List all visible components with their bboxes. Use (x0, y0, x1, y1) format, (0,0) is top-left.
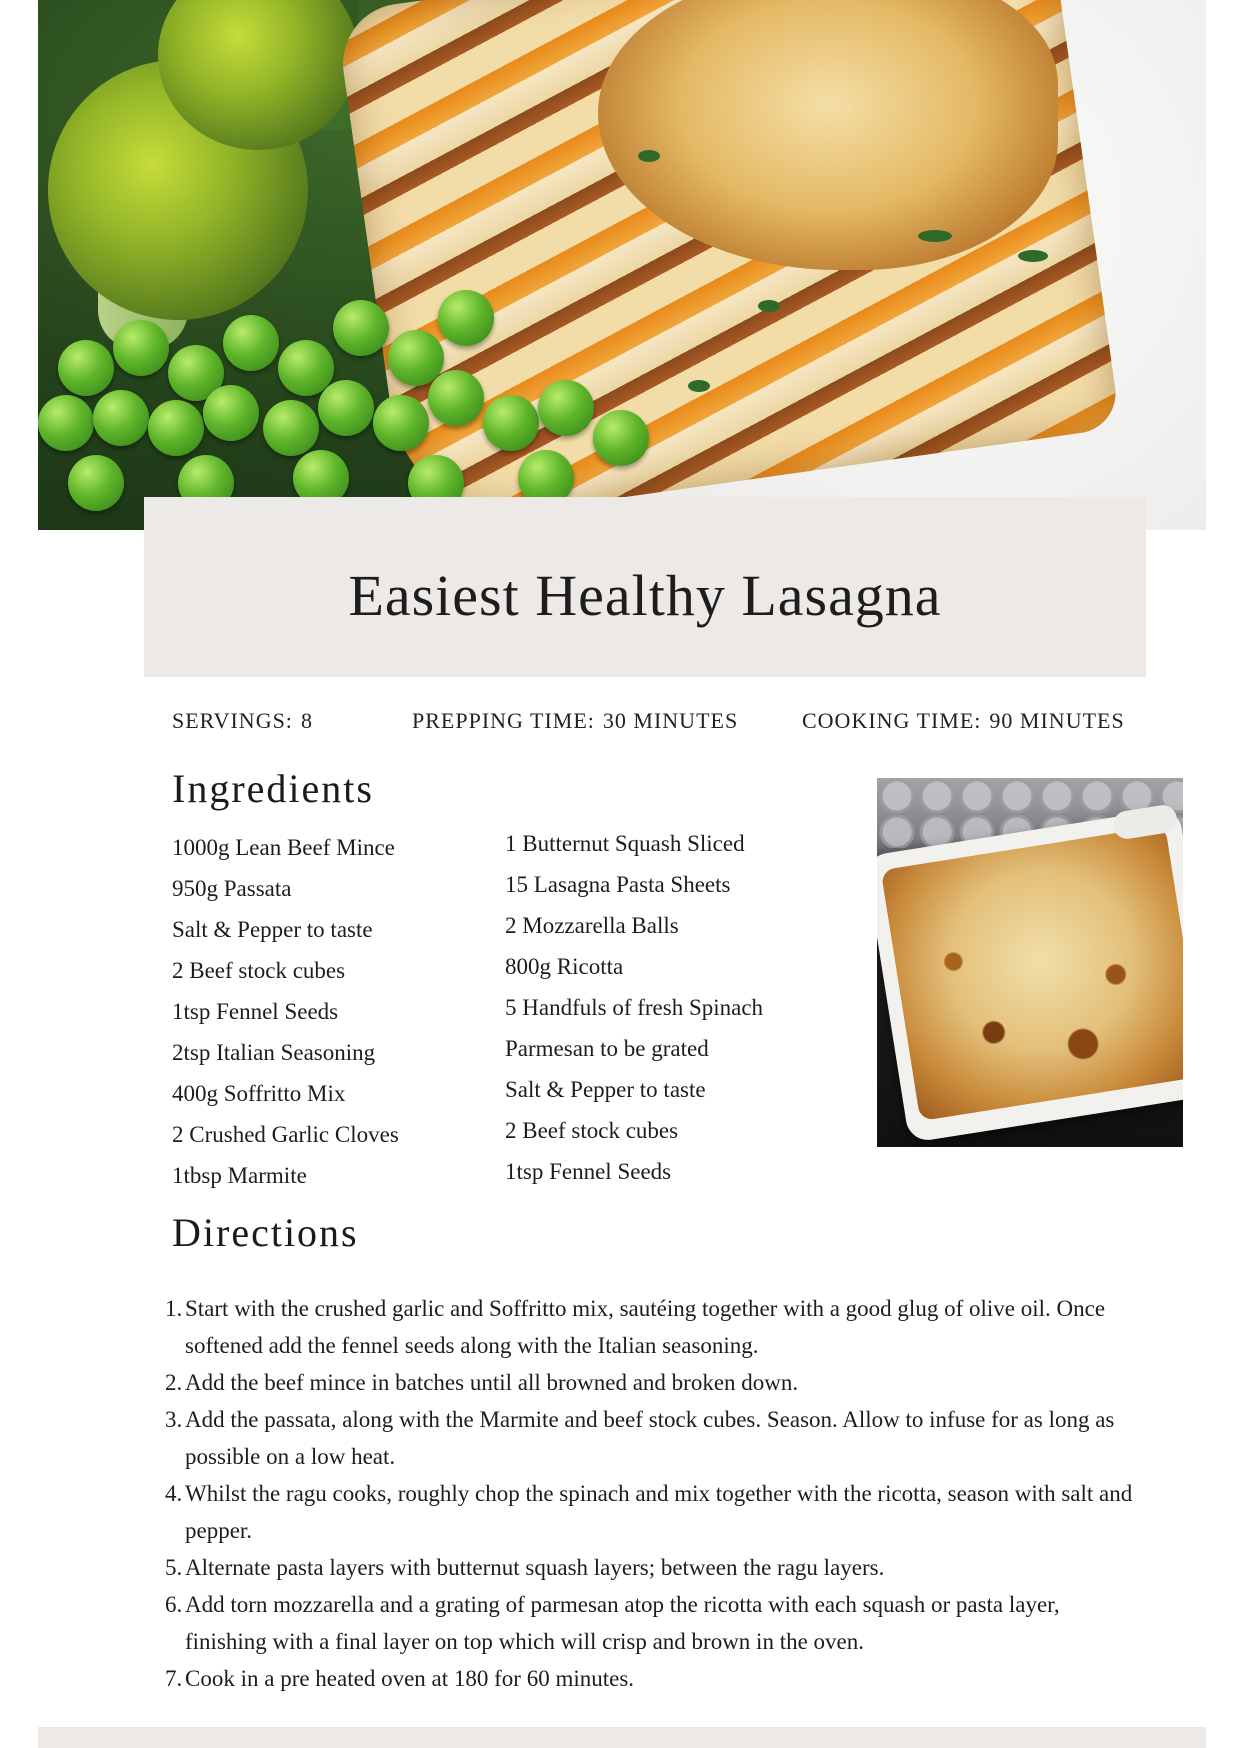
ingredients-heading: Ingredients (172, 766, 374, 811)
prep-time-value: 30 MINUTES (602, 708, 739, 733)
pea (68, 455, 124, 511)
ingredient-item: 2 Crushed Garlic Cloves (172, 1122, 399, 1147)
step-text: Add the passata, along with the Marmite and beef stock cubes. Season. Allow to infuse for as long as possible on a low heat. (185, 1407, 1115, 1469)
cook-time-info (802, 708, 1125, 734)
spinach-fleck (688, 380, 710, 392)
ingredient-item: Salt & Pepper to taste (505, 1077, 706, 1102)
cook-time-value: 90 MINUTES (989, 708, 1125, 733)
title-banner (144, 497, 1146, 677)
pea (223, 315, 279, 371)
ingredient-item: 950g Passata (172, 876, 292, 901)
step-text: Add torn mozzarella and a grating of parmesan atop the ricotta with each squash or pasta layer, finishing with a final layer on top which will crisp and brown in the oven. (185, 1592, 1060, 1654)
step-text: Add the beef mince in batches until all browned and broken down. (185, 1370, 799, 1395)
servings-value: 8 (300, 708, 313, 733)
pea (483, 395, 539, 451)
ingredient-item: 1 Butternut Squash Sliced (505, 831, 745, 856)
pea (333, 300, 389, 356)
ingredients-list-left (172, 827, 399, 1196)
prep-time-info (412, 708, 738, 734)
servings-label: SERVINGS: (172, 708, 293, 733)
direction-step (165, 1586, 1145, 1660)
ingredient-item: Salt & Pepper to taste (172, 917, 373, 942)
step-number: 7. (165, 1666, 183, 1691)
ingredient-item: 2 Mozzarella Balls (505, 913, 679, 938)
pea (318, 380, 374, 436)
pea (428, 370, 484, 426)
direction-step (165, 1549, 1145, 1586)
baked-lasagna-dish-photo (877, 778, 1183, 1147)
baking-dish (877, 807, 1183, 1143)
step-number: 2. (165, 1370, 183, 1395)
prep-time-label: PREPPING TIME: (412, 708, 595, 733)
step-text: Start with the crushed garlic and Soffritto mix, sautéing together with a good glug of olive oil. Once softened add the fennel seeds along with the Italian seasoning. (185, 1296, 1106, 1358)
ingredient-item: Parmesan to be grated (505, 1036, 709, 1061)
direction-step (165, 1290, 1145, 1364)
pea (203, 385, 259, 441)
direction-step (165, 1660, 1145, 1697)
spinach-fleck (1018, 250, 1048, 262)
ingredient-item: 1tsp Fennel Seeds (505, 1159, 672, 1184)
ingredient-item: 5 Handfuls of fresh Spinach (505, 995, 764, 1020)
step-number: 4. (165, 1481, 183, 1506)
ingredients-list-right (505, 823, 763, 1192)
pea (538, 380, 594, 436)
ingredient-item: 800g Ricotta (505, 954, 624, 979)
hero-photo-lasagna-with-peas-and-broccoli (38, 0, 1206, 530)
pea (58, 340, 114, 396)
ingredient-item: 2tsp Italian Seasoning (172, 1040, 376, 1065)
recipe-title: Easiest Healthy Lasagna (348, 562, 942, 628)
step-number: 3. (165, 1407, 183, 1432)
step-number: 1. (165, 1296, 183, 1321)
footer-bar (38, 1727, 1206, 1748)
pea (263, 400, 319, 456)
direction-step (165, 1401, 1145, 1475)
spinach-fleck (918, 230, 952, 242)
step-text: Cook in a pre heated oven at 180 for 60 minutes. (185, 1666, 635, 1691)
servings-info (172, 708, 313, 734)
step-number: 6. (165, 1592, 183, 1617)
pea (93, 390, 149, 446)
ingredient-item: 15 Lasagna Pasta Sheets (505, 872, 731, 897)
spinach-fleck (638, 150, 660, 162)
ingredient-item: 400g Soffritto Mix (172, 1081, 346, 1106)
pea (438, 290, 494, 346)
spinach-fleck (758, 300, 780, 312)
pea (148, 400, 204, 456)
direction-step (165, 1475, 1145, 1549)
step-text: Whilst the ragu cooks, roughly chop the spinach and mix together with the ricotta, season with salt and pepper. (185, 1481, 1133, 1543)
pea (113, 320, 169, 376)
ingredient-item: 1000g Lean Beef Mince (172, 835, 395, 860)
cook-time-label: COOKING TIME: (802, 708, 982, 733)
ingredient-item: 2 Beef stock cubes (505, 1118, 679, 1143)
baked-lasagna (881, 825, 1183, 1121)
ingredient-item: 1tbsp Marmite (172, 1163, 307, 1188)
pea (38, 395, 94, 451)
ingredient-item: 1tsp Fennel Seeds (172, 999, 339, 1024)
pea (593, 410, 649, 466)
directions-list (165, 1290, 1145, 1697)
ingredient-item: 2 Beef stock cubes (172, 958, 346, 983)
pea (373, 395, 429, 451)
direction-step (165, 1364, 1145, 1401)
step-number: 5. (165, 1555, 183, 1580)
directions-heading: Directions (172, 1210, 359, 1255)
step-text: Alternate pasta layers with butternut squash layers; between the ragu layers. (185, 1555, 885, 1580)
